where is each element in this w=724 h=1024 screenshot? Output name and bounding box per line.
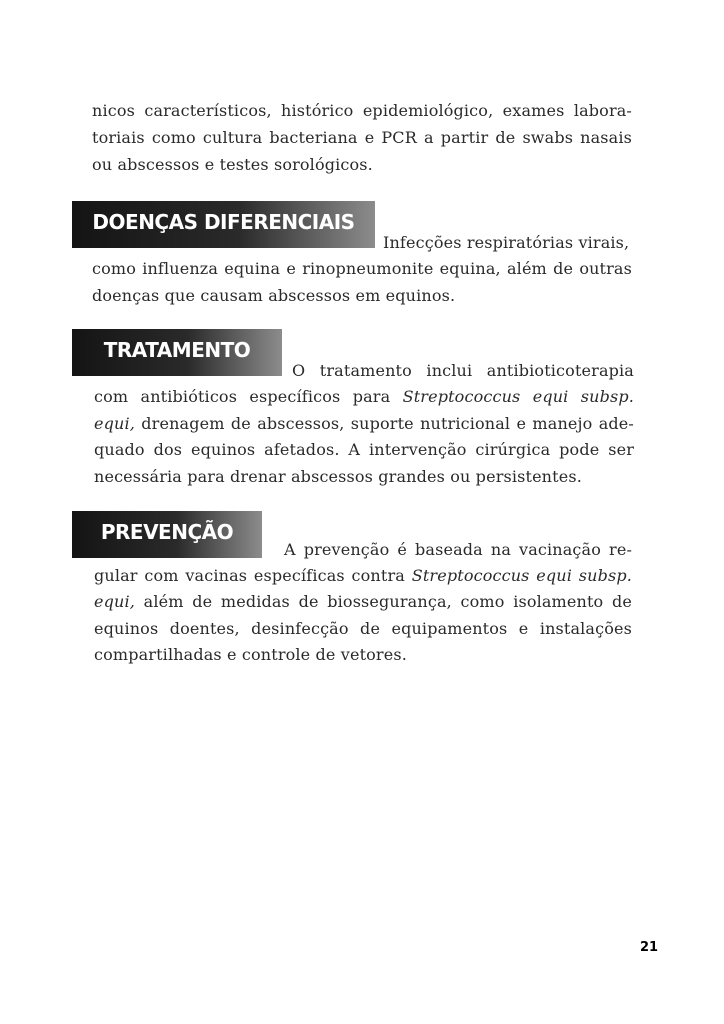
prevencao-line-2-text: gular com vacinas específicas contra [94,566,405,585]
tratamento-line-5: necessária para drenar abscessos grandes ou persistentes. [94,467,582,486]
prevencao-line-3 [94,589,632,616]
intro-line-1: nicos característicos, histórico epidemiológico, exames labora- [92,101,632,120]
prevencao-line-3-text: além de medidas de biossegurança, como isolamento de [143,592,632,611]
section-header-prevencao [72,511,262,558]
tratamento-species-name: Streptococcus equi subsp. [402,387,634,406]
prevencao-line-5: compartilhadas e controle de vetores. [94,645,407,664]
diferenciais-line-1: Infecções respiratórias virais, [383,233,630,252]
prevencao-line-2 [94,563,632,590]
section-title-diferenciais: DOENÇAS DIFERENCIAIS [92,210,355,234]
prevencao-species-name: Streptococcus equi subsp. [411,566,632,585]
diferenciais-line-3: doenças que causam abscessos em equinos. [92,286,456,305]
page-number: 21 [640,940,659,955]
tratamento-line-3 [94,411,634,438]
section-header-diferenciais [72,201,375,248]
tratamento-species-subsp: equi, [94,414,135,433]
tratamento-line-4: quado dos equinos afetados. A intervenção cirúrgica pode ser [94,440,634,459]
tratamento-line-2-text: com antibióticos específicos para [94,387,391,406]
prevencao-line-1: A prevenção é baseada na vacinação re- [284,540,632,559]
tratamento-line-2 [94,384,634,411]
tratamento-line-3-text: drenagem de abscessos, suporte nutricional e manejo ade- [141,414,634,433]
tratamento-line-1: O tratamento inclui antibioticoterapia [292,361,634,380]
section-title-tratamento: TRATAMENTO [103,338,251,362]
intro-line-3: ou abscessos e testes sorológicos. [92,155,373,174]
section-header-tratamento [72,329,282,376]
diferenciais-line-2: como influenza equina e rinopneumonite equina, além de outras [92,259,632,278]
intro-line-2: toriais como cultura bacteriana e PCR a partir de swabs nasais [92,128,632,147]
section-title-prevencao: PREVENÇÃO [100,520,234,544]
prevencao-species-subsp: equi, [94,592,135,611]
prevencao-line-4: equinos doentes, desinfecção de equipamentos e instalações [94,619,632,638]
